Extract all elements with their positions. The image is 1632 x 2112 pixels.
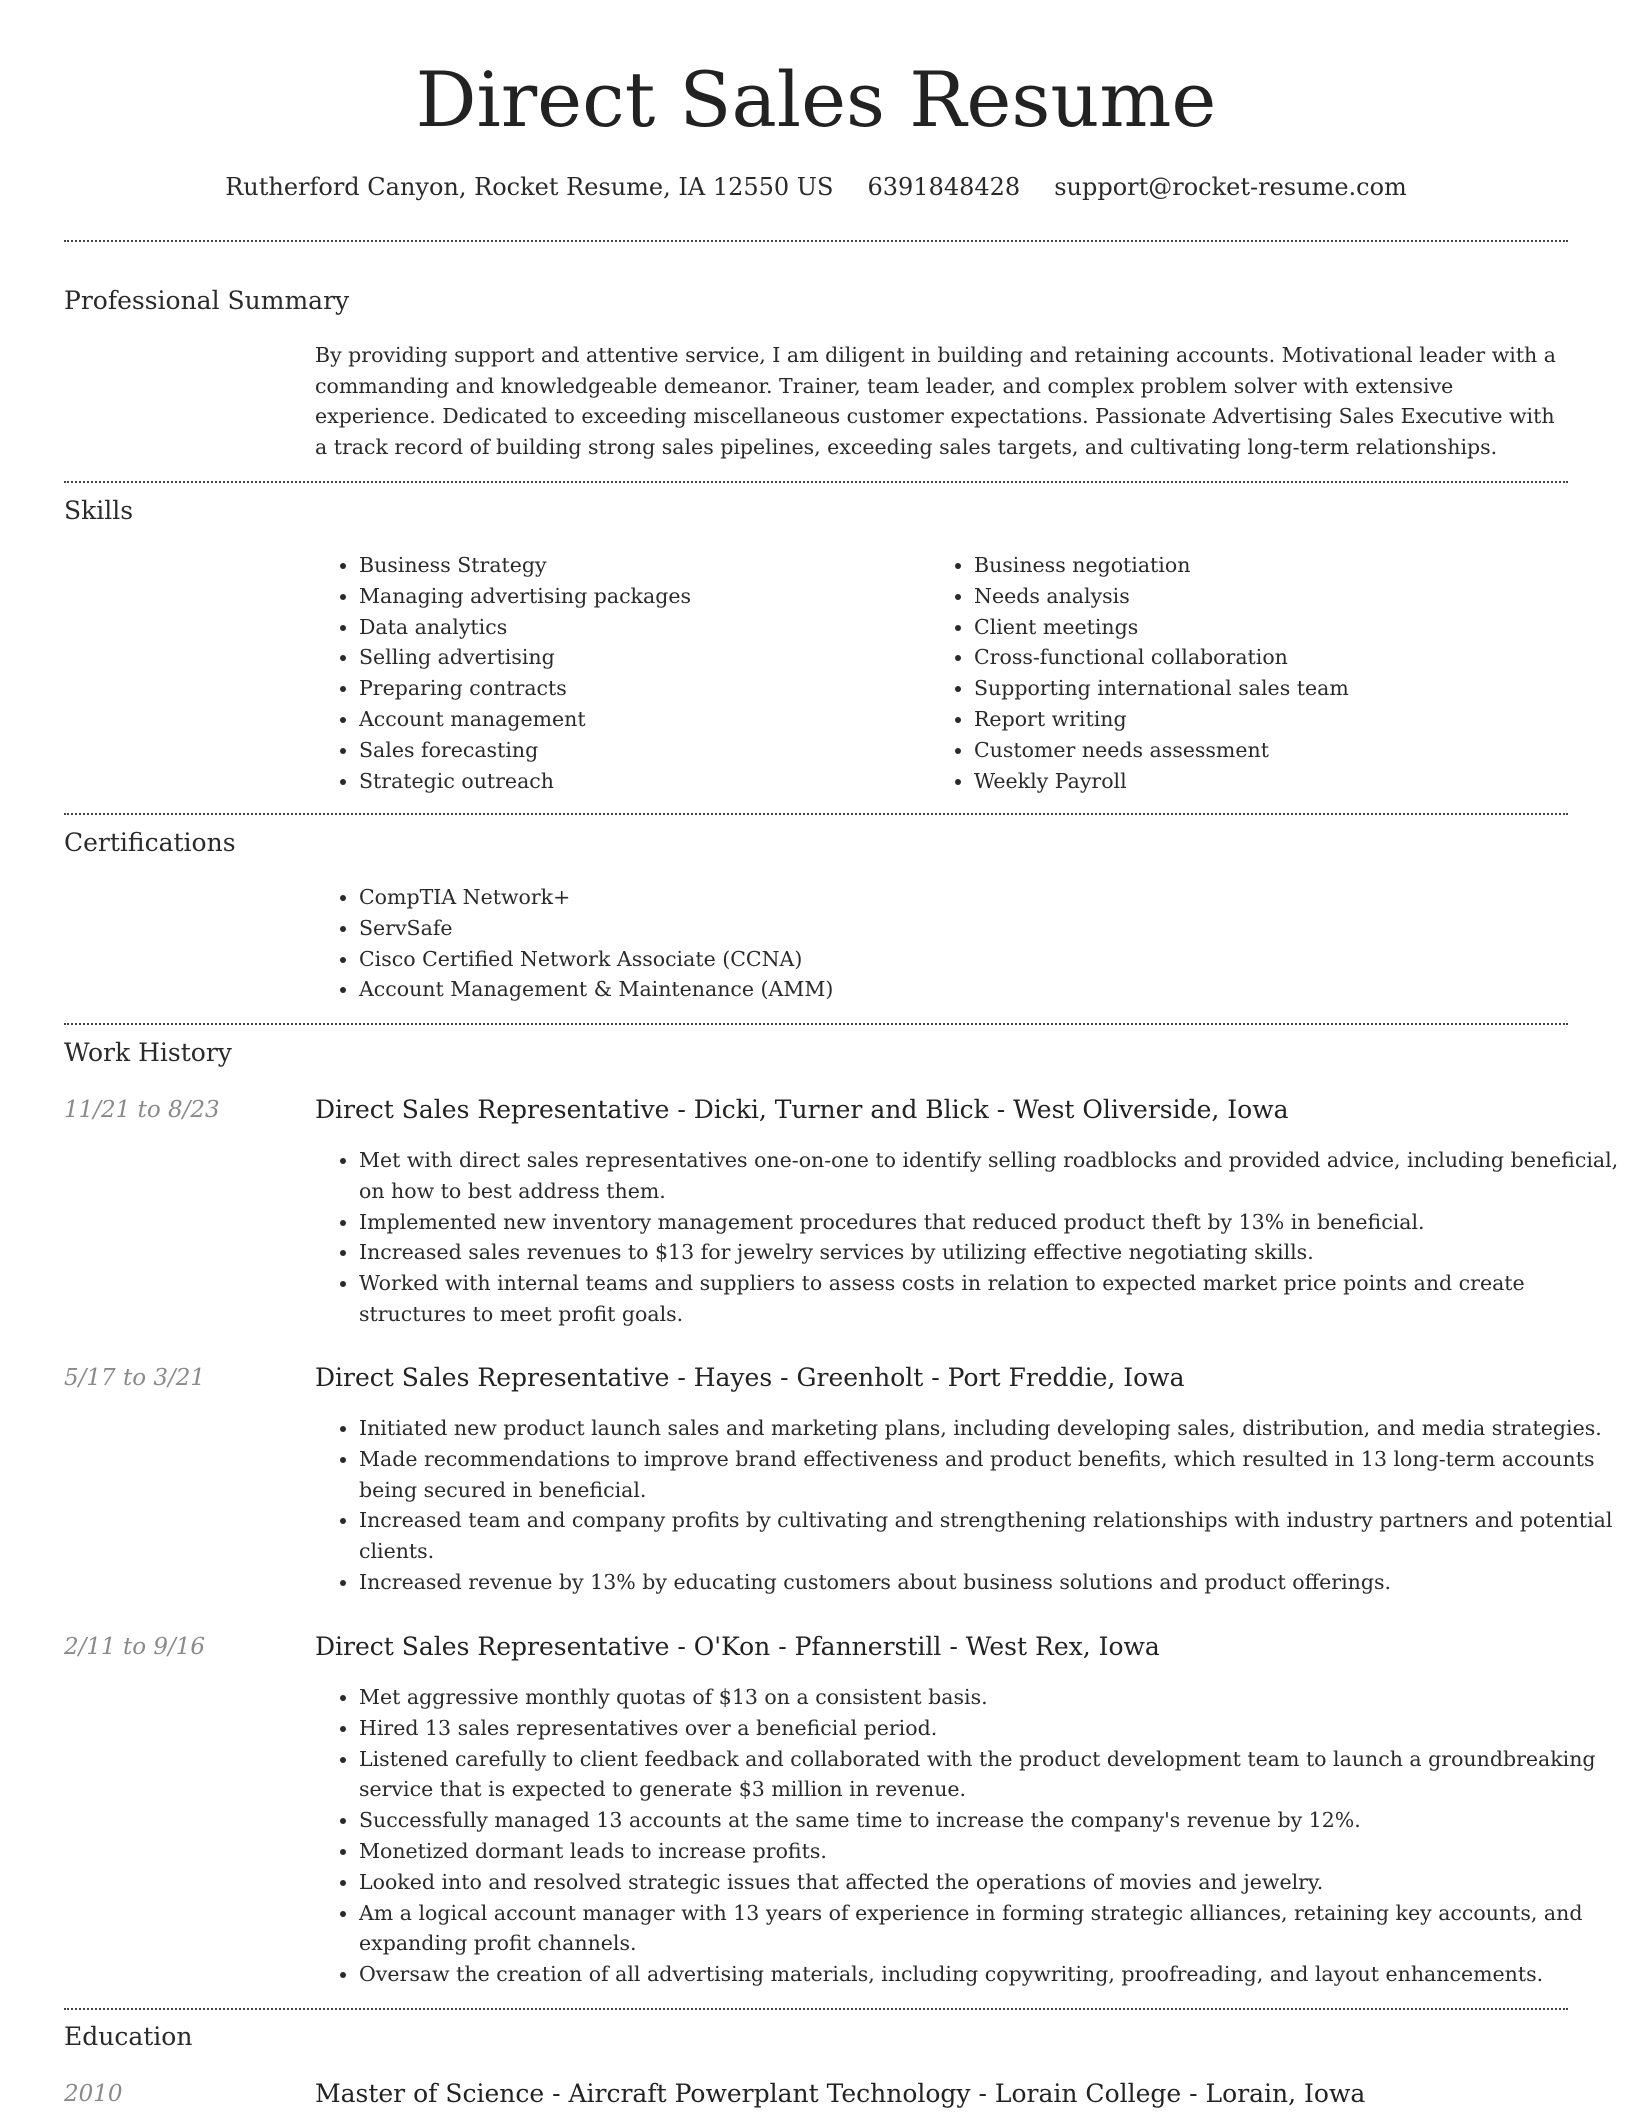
- contact-line: [0, 170, 1632, 204]
- skill-item: • Selling advertising: [359, 642, 929, 673]
- job-dates: 2/11 to 9/16: [64, 1634, 206, 1660]
- job-bullet: • Am a logical account manager with 13 years of experience in forming strategic alliances, retaining key accounts, and expanding profit channels.: [359, 1898, 1619, 1960]
- job-bullet: • Increased team and company profits by cultivating and strengthening relationships with industry partners and potential clients.: [359, 1505, 1619, 1567]
- job-bullet: • Monetized dormant leads to increase profits.: [359, 1836, 1619, 1867]
- certifications-list: [315, 882, 1559, 1005]
- job-bullets: [315, 1682, 1619, 1990]
- skill-item: • Cross-functional collaboration: [974, 642, 1594, 673]
- job-bullet: • Initiated new product launch sales and marketing plans, including developing sales, distribution, and media strategies.: [359, 1413, 1619, 1444]
- job-bullet: • Made recommendations to improve brand effectiveness and product benefits, which resulted in 13 long-term accounts being secured in beneficial.: [359, 1444, 1619, 1506]
- section-divider: [64, 1023, 1568, 1025]
- job-bullet: • Looked into and resolved strategic issues that affected the operations of movies and jewelry.: [359, 1867, 1619, 1898]
- skills-list-left: [315, 550, 929, 796]
- summary-text: By providing support and attentive service, I am diligent in building and retaining accounts. Motivational leader with a commanding and knowledgeable demeanor. Trainer, team leader, and complex problem solver with extensive experience. Dedicated to exceeding miscellaneous customer expectations. Passionate Advertising Sales Executive with a track record of building strong sales pipelines, exceeding sales targets, and cultivating long-term relationships.: [315, 343, 1557, 459]
- work-history-heading: Work History: [64, 1038, 232, 1067]
- certification-item: • ServSafe: [359, 913, 1559, 944]
- job-bullet: • Hired 13 sales representatives over a beneficial period.: [359, 1713, 1619, 1744]
- skill-item: • Business Strategy: [359, 550, 929, 581]
- education-date: 2010: [64, 2081, 123, 2107]
- job-bullet: • Met aggressive monthly quotas of $13 on a consistent basis.: [359, 1682, 1619, 1713]
- section-divider: [64, 813, 1568, 815]
- skill-item: • Account management: [359, 704, 929, 735]
- job-title: Direct Sales Representative - Dicki, Turner and Blick - West Oliverside, Iowa: [315, 1095, 1289, 1124]
- skill-item: • Supporting international sales team: [974, 673, 1594, 704]
- section-divider: [64, 240, 1568, 242]
- skill-item: • Strategic outreach: [359, 766, 929, 797]
- job-bullet: • Implemented new inventory management procedures that reduced product theft by 13% in beneficial.: [359, 1207, 1619, 1238]
- job-bullet: • Worked with internal teams and suppliers to assess costs in relation to expected market price points and create structures to meet profit goals.: [359, 1268, 1619, 1330]
- job-dates: 11/21 to 8/23: [64, 1097, 220, 1123]
- section-divider: [64, 481, 1568, 483]
- job-bullets: [315, 1413, 1619, 1598]
- job-bullet: • Increased revenue by 13% by educating customers about business solutions and product offerings.: [359, 1567, 1619, 1598]
- job-bullet: • Oversaw the creation of all advertising materials, including copywriting, proofreading, and layout enhancements.: [359, 1959, 1619, 1990]
- skills-list-right: [930, 550, 1594, 796]
- job-bullet: • Increased sales revenues to $13 for jewelry services by utilizing effective negotiating skills.: [359, 1237, 1619, 1268]
- contact-phone: 6391848428: [867, 173, 1021, 201]
- skills-heading: Skills: [64, 496, 134, 525]
- contact-email: support@rocket-resume.com: [1054, 173, 1407, 201]
- certification-item: • CompTIA Network+: [359, 882, 1559, 913]
- skill-item: • Preparing contracts: [359, 673, 929, 704]
- job-bullets: [315, 1145, 1619, 1330]
- education-heading: Education: [64, 2022, 193, 2051]
- skill-item: • Client meetings: [974, 612, 1594, 643]
- job-dates: 5/17 to 3/21: [64, 1365, 206, 1391]
- skill-item: • Report writing: [974, 704, 1594, 735]
- skill-item: • Managing advertising packages: [359, 581, 929, 612]
- skill-item: • Weekly Payroll: [974, 766, 1594, 797]
- skill-item: • Data analytics: [359, 612, 929, 643]
- certifications-heading: Certifications: [64, 828, 236, 857]
- skill-item: • Sales forecasting: [359, 735, 929, 766]
- job-bullet: • Met with direct sales representatives one-on-one to identify selling roadblocks and provided advice, including beneficial, on how to best address them.: [359, 1145, 1619, 1207]
- summary-heading: Professional Summary: [64, 286, 350, 315]
- certification-item: • Account Management & Maintenance (AMM): [359, 974, 1559, 1005]
- skill-item: • Customer needs assessment: [974, 735, 1594, 766]
- education-degree: Master of Science - Aircraft Powerplant Technology - Lorain College - Lorain, Iowa: [315, 2079, 1366, 2108]
- skill-item: • Needs analysis: [974, 581, 1594, 612]
- section-divider: [64, 2008, 1568, 2010]
- job-bullet: • Successfully managed 13 accounts at the same time to increase the company's revenue by 12%.: [359, 1805, 1619, 1836]
- job-title: Direct Sales Representative - O'Kon - Pfannerstill - West Rex, Iowa: [315, 1632, 1160, 1661]
- contact-address: Rutherford Canyon, Rocket Resume, IA 12550 US: [225, 173, 834, 201]
- certification-item: • Cisco Certified Network Associate (CCNA): [359, 944, 1559, 975]
- job-bullet: • Listened carefully to client feedback and collaborated with the product development team to launch a groundbreaking service that is expected to generate $3 million in revenue.: [359, 1744, 1619, 1806]
- job-title: Direct Sales Representative - Hayes - Greenholt - Port Freddie, Iowa: [315, 1363, 1185, 1392]
- skill-item: • Business negotiation: [974, 550, 1594, 581]
- resume-title: Direct Sales Resume: [415, 55, 1217, 144]
